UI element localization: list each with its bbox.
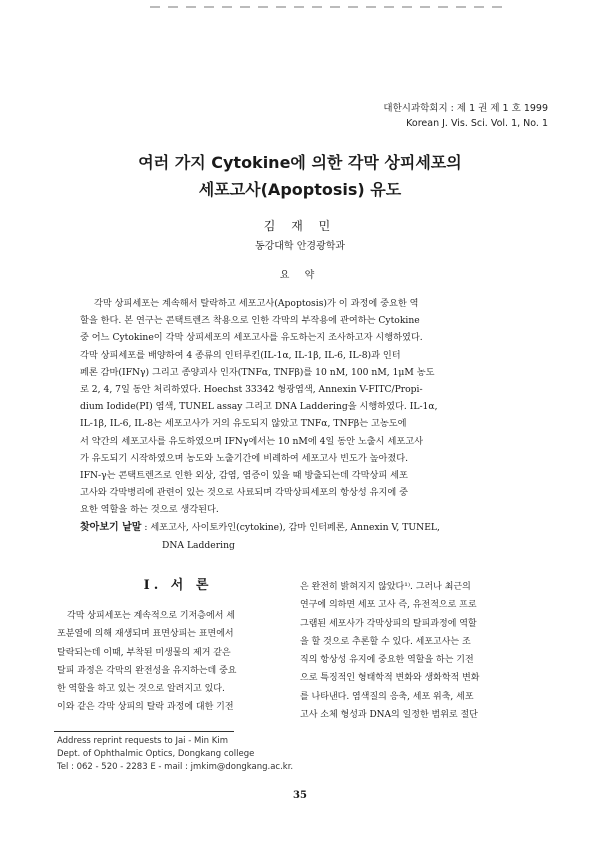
abstract-line: IFN-γ는 콘택트렌즈로 인한 외상, 감염, 염증이 있을 때 방출되는데 각막상피 세포	[80, 469, 408, 481]
abstract-line: 서 약간의 세포고사를 유도하였으며 IFNγ에서는 10 nM에 4일 동안 노출시 세포고사	[80, 435, 423, 447]
body-line: 은 완전히 밝혀지지 않았다¹⁾. 그러나 최근의	[300, 582, 471, 592]
journal-citation	[383, 101, 548, 131]
body-line: 직의 항상성 유지에 중요한 역할을 하는 기전	[300, 655, 474, 666]
body-line: 을 할 것으로 추론할 수 있다. 세포고사는 조	[300, 636, 471, 647]
abstract-line: 각막 상피세포는 계속해서 탈락하고 세포고사(Apoptosis)가 이 과정에 중요한 역	[94, 298, 419, 309]
body-column-left	[57, 607, 287, 717]
abstract-line: 고사와 각막병리에 관련이 있는 것으로 사료되며 각막상피세포의 항상성 유지에 중	[80, 487, 409, 499]
footnote-reprint: Address reprint requests to Jai - Min Kim	[57, 736, 228, 746]
abstract-line: 가 유도되기 시작하였으며 농도와 노출기간에 비례하여 세포고사 빈도가 높아졌다.	[80, 452, 409, 464]
footnote-divider	[54, 731, 234, 732]
body-line: 연구에 의하면 세포 고사 즉, 유전적으로 프로	[300, 600, 477, 611]
body-line: 이와 같은 각막 상피의 탈락 과정에 대한 기전	[57, 702, 234, 713]
body-line: 탈피 과정은 각막의 완전성을 유지하는데 중요	[57, 665, 237, 676]
keywords-list: : 세포고사, 사이토카인(cytokine), 감마 인터페론, Annexin V, TUNEL,	[141, 522, 440, 533]
paper-title-line2: 세포고사(Apoptosis) 유도	[198, 180, 402, 199]
paper-title-line1: 여러 가지 Cytokine에 의한 각막 상피세포의	[138, 153, 462, 172]
abstract-line: dium Iodide(PI) 염색, TUNEL assay 그리고 DNA Laddering을 시행하였다. IL-1α,	[80, 401, 438, 413]
journal-english: Korean J. Vis. Sci. Vol. 1, No. 1	[406, 118, 548, 129]
body-line: 를 나타낸다. 염색질의 응축, 세포 위축, 세포	[300, 691, 474, 702]
body-line: 그램된 세포사가 각막상피의 탈피과정에 역할	[300, 618, 477, 629]
abstract-line: 중 어느 Cytokine이 각막 상피세포의 세포고사를 유도하는지 조사하고자 시행하였다.	[80, 332, 423, 344]
abstract-line: IL-1β, IL-6, IL-8는 세포고사가 거의 유도되지 않았고 TNFα, TNFβ는 고농도에	[80, 418, 407, 430]
scan-artifact	[150, 6, 510, 8]
body-line: 고사 소체 형성과 DNA의 일정한 범위로 절단	[300, 710, 478, 721]
footnote-dept: Dept. of Ophthalmic Optics, Dongkang college	[57, 749, 255, 759]
author-affiliation: 동강대학 안경광학과	[254, 241, 346, 252]
body-line: 탈락되는데 이때, 부착된 미생물의 제거 같은	[57, 647, 231, 658]
body-column-right	[300, 578, 545, 724]
footnote-contact: Tel : 062 - 520 - 2283 E - mail : jmkim@dongkang.ac.kr.	[57, 762, 294, 772]
body-line: 각막 상피세포는 계속적으로 기저층에서 세	[67, 611, 235, 621]
abstract-line: 로 2, 4, 7일 동안 처리하였다. Hoechst 33342 형광염색, Annexin V-FITC/Propi-	[80, 383, 423, 395]
body-line: 한 역할을 하고 있는 것으로 알려지고 있다.	[57, 684, 225, 695]
body-line: 으로 특징적인 형태학적 변화와 생화학적 변화	[300, 673, 480, 684]
keywords-list-continued: DNA Laddering	[162, 540, 235, 551]
keywords	[80, 519, 540, 555]
keywords-label: 찾아보기 낱말	[80, 522, 142, 533]
author-name: 김 재 민	[263, 219, 337, 233]
abstract-body	[80, 295, 536, 518]
abstract-heading: 요 약	[279, 270, 321, 281]
page-number: 35	[293, 790, 307, 801]
footnote	[57, 735, 293, 774]
section-heading-introduction: I. 서 론	[143, 578, 213, 593]
abstract-line: 각막 상피세포를 배양하여 4 종류의 인터루킨(IL-1α, IL-1β, IL-6, IL-8)과 인터	[80, 349, 401, 361]
body-line: 포분열에 의해 재생되며 표면상피는 표면에서	[57, 629, 234, 640]
journal-korean: 대한시과학회지 : 제 1 권 제 1 호 1999	[383, 103, 548, 114]
abstract-line: 페론 감마(IFNγ) 그리고 종양괴사 인자(TNFα, TNFβ)를 10 nM, 100 nM, 1μM 농도	[80, 366, 435, 378]
abstract-line: 할을 한다. 본 연구는 콘택트렌즈 착용으로 인한 각막의 부작용에 관여하는 Cytokine	[80, 315, 420, 327]
abstract-line: 요한 역할을 하는 것으로 생각된다.	[80, 504, 219, 516]
